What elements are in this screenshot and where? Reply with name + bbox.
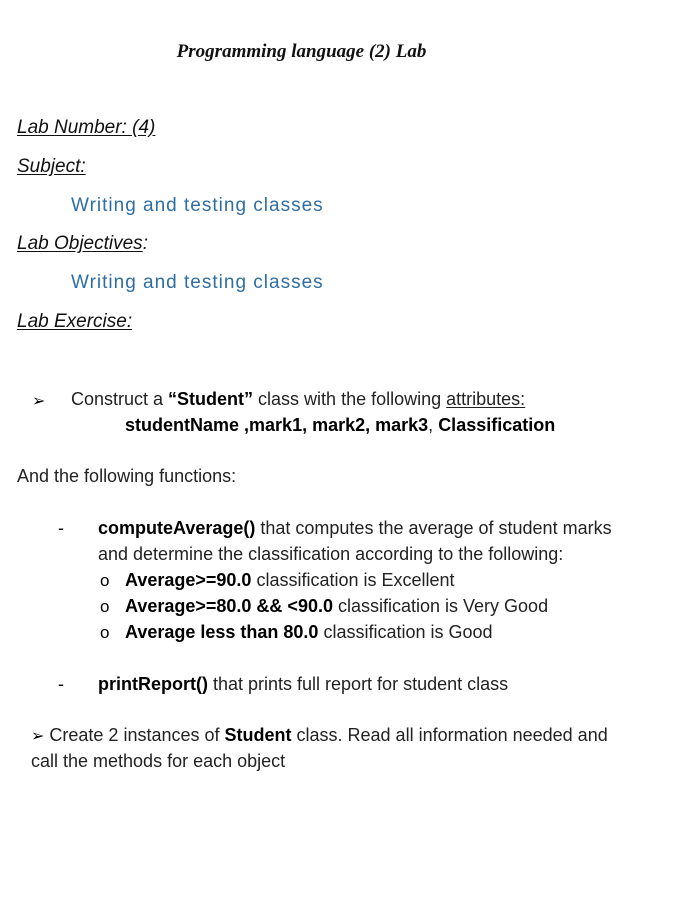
rule-good: Average less than 80.0 classification is Good	[125, 622, 493, 642]
functions-intro: And the following functions:	[17, 466, 237, 486]
circle-bullet-icon: o	[100, 597, 110, 616]
objectives-label: Lab Objectives:	[17, 233, 148, 254]
dash-bullet: -	[58, 518, 64, 538]
lab-number-label: Lab Number: (4)	[17, 117, 156, 138]
exercise-label: Lab Exercise:	[17, 311, 133, 332]
circle-bullet-icon: o	[100, 623, 110, 642]
rule-excellent: Average>=90.0 classification is Excellent	[125, 570, 455, 590]
create-instances-line-2: call the methods for each object	[31, 751, 286, 771]
subject-label: Subject:	[17, 156, 86, 177]
print-report-line: printReport() that prints full report for student class	[98, 674, 509, 694]
subject-value: Writing and testing classes	[71, 195, 324, 216]
compute-average-line-2: and determine the classification according to the following:	[98, 544, 564, 564]
compute-average-line: computeAverage() that computes the average of student marks	[98, 518, 612, 538]
construct-line: Construct a “Student” class with the following attributes:	[71, 389, 526, 409]
dash-bullet: -	[58, 674, 64, 694]
document-title: Programming language (2) Lab	[176, 41, 427, 62]
rule-very-good: Average>=80.0 && <90.0 classification is Very Good	[125, 596, 549, 616]
circle-bullet-icon: o	[100, 571, 110, 590]
arrow-bullet-icon: ➢	[31, 728, 45, 745]
objectives-value: Writing and testing classes	[71, 272, 324, 293]
attributes-list: studentName ,mark1, mark2, mark3, Classification	[125, 415, 556, 435]
create-instances-line: ➢ Create 2 instances of Student class. Read all information needed and	[31, 725, 608, 745]
arrow-bullet-icon: ➢	[32, 393, 46, 410]
